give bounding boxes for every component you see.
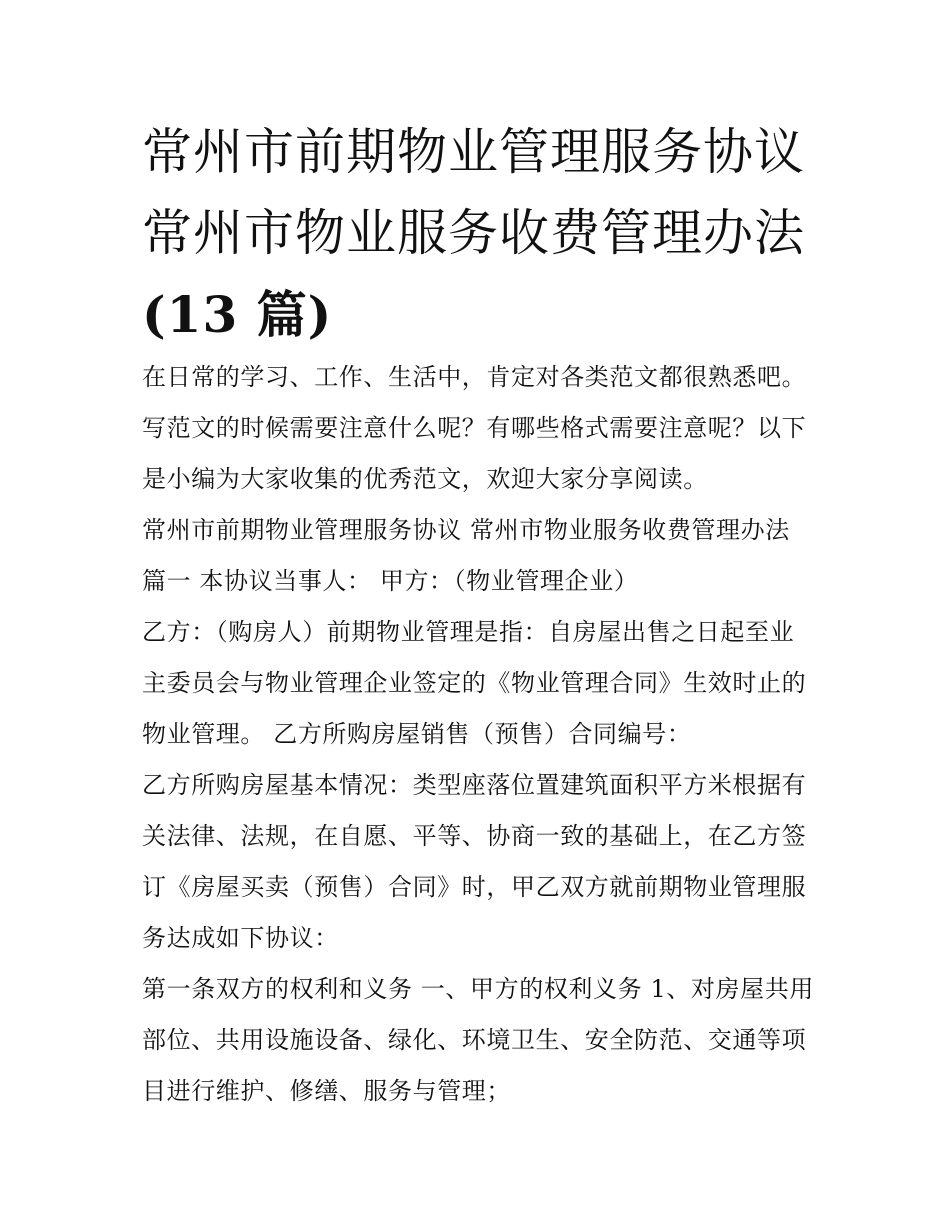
text-line: 乙方：（购房人）前期物业管理是指：自房屋出售之日起至业 [142,618,795,646]
text-line: 是小编为大家收集的优秀范文，欢迎大家分享阅读。 [142,465,708,493]
text-line: 务达成如下协议： [142,924,339,952]
text-line: 在日常的学习、工作、生活中，肯定对各类范文都很熟悉吧。 [142,363,807,391]
text-line: 部位、共用设施设备、绿化、环境卫生、安全防范、交通等项 [142,1026,807,1054]
section-heading-paragraph [142,505,822,556]
text-line: 关法律、法规，在自愿、平等、协商一致的基础上，在乙方签 [142,822,807,850]
title-line: 常州市物业服务收费管理办法 [142,204,805,262]
title-line: (13 篇) [142,285,333,344]
parties-paragraph [142,556,822,607]
text-line: 写范文的时候需要注意什么呢？有哪些格式需要注意呢？以下 [142,414,807,442]
text-line: 第一条双方的权利和义务 一、甲方的权利义务 1、对房屋共用 [142,975,814,1003]
text-line: 物业管理。 乙方所购房屋销售（预售）合同编号： [142,720,692,748]
text-line: 目进行维护、修缮、服务与管理； [142,1077,511,1105]
text-line: 主委员会与物业管理企业签定的《物业管理合同》生效时止的 [142,669,807,697]
document-body [142,352,822,1117]
intro-paragraph [142,352,822,505]
text-line: 乙方所购房屋基本情况：类型座落位置建筑面积平方米根据有 [142,771,807,799]
text-line: 订《房屋买卖（预售）合同》时，甲乙双方就前期物业管理服 [142,873,807,901]
title-line: 常州市前期物业管理服务协议 [142,123,805,181]
document-title [142,112,822,355]
text-line: 常州市前期物业管理服务协议 常州市物业服务收费管理办法 [142,516,790,544]
text-line: 篇一 本协议当事人： 甲方：（物业管理企业） [142,567,639,595]
party-b-paragraph [142,607,822,760]
article-one-paragraph [142,964,822,1117]
property-info-paragraph [142,760,822,964]
